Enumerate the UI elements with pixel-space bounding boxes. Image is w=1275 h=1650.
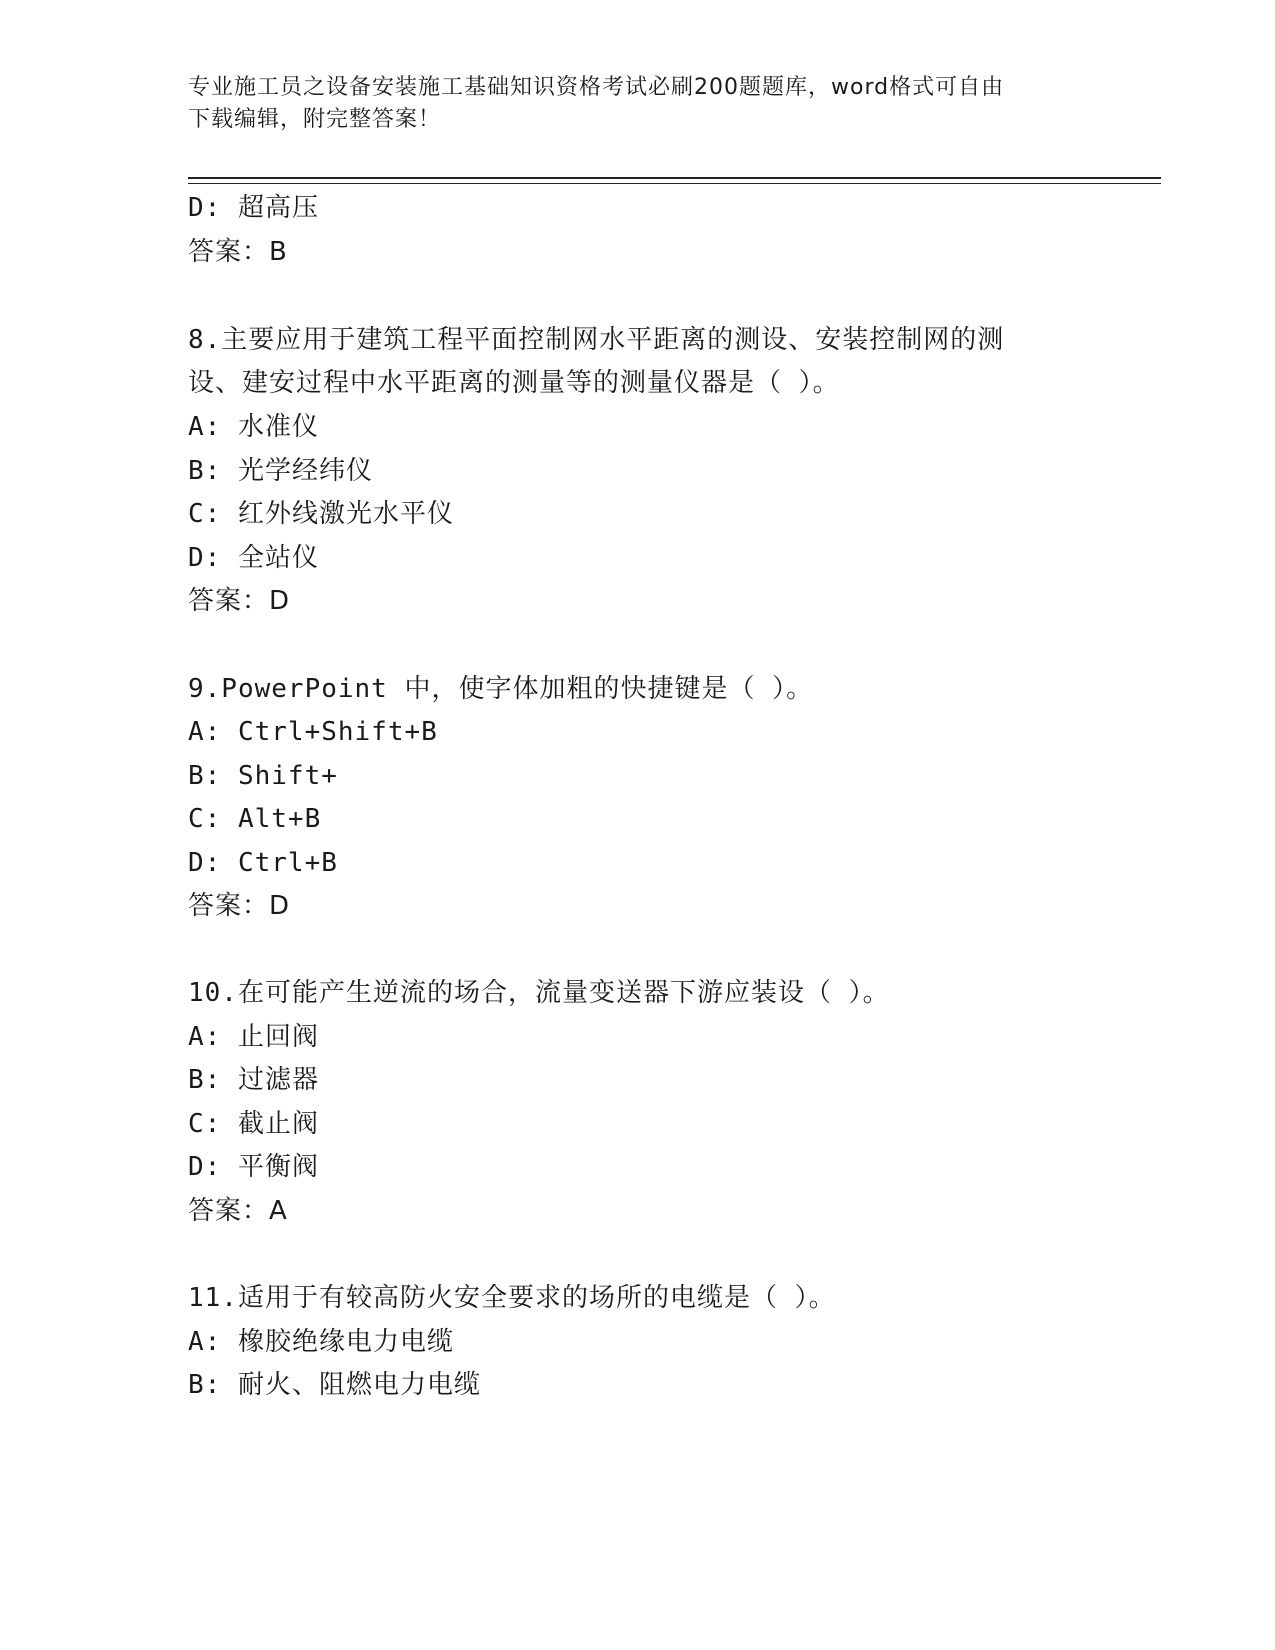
question-9-option-a: A: Ctrl+Shift+B (188, 717, 438, 747)
question-11-option-b: B: 耐火、阻燃电力电缆 (188, 1370, 481, 1400)
question-10-option-a: A: 止回阀 (188, 1022, 319, 1052)
question-10-answer: 答案：A (188, 1196, 288, 1226)
question-8-option-a: A: 水准仪 (188, 412, 319, 442)
document-header (188, 72, 1068, 136)
question-11-stem: 11.适用于有较高防火安全要求的场所的电缆是（ ）。 (188, 1283, 836, 1313)
question-10-option-c: C: 截止阀 (188, 1109, 319, 1139)
prev-question-answer: 答案：B (188, 237, 288, 267)
question-11-option-a: A: 橡胶绝缘电力电缆 (188, 1327, 454, 1357)
question-10-stem: 10.在可能产生逆流的场合，流量变送器下游应装设（ ）。 (188, 978, 890, 1008)
question-9-option-c: C: Alt+B (188, 804, 322, 834)
question-8-answer: 答案：D (188, 586, 291, 616)
question-9-option-d: D: Ctrl+B (188, 848, 338, 878)
header-divider-thick (188, 177, 1161, 179)
question-10-option-d: D: 平衡阀 (188, 1152, 319, 1182)
question-8-option-d: D: 全站仪 (188, 543, 319, 573)
question-8-stem-line-2: 设、建安过程中水平距离的测量等的测量仪器是（ ）。 (188, 368, 840, 398)
question-10-option-b: B: 过滤器 (188, 1065, 319, 1095)
question-8-stem-line-1: 8.主要应用于建筑工程平面控制网水平距离的测设、安装控制网的测 (188, 325, 1005, 355)
header-title-line-1: 专业施工员之设备安装施工基础知识资格考试必刷200题题库，word格式可自由 (188, 75, 1005, 100)
prev-question-option-d: D: 超高压 (188, 193, 319, 223)
question-9-option-b: B: Shift+ (188, 761, 338, 791)
question-8-option-b: B: 光学经纬仪 (188, 456, 373, 486)
question-9-answer: 答案：D (188, 891, 291, 921)
header-title-line-2: 下载编辑，附完整答案！ (188, 107, 442, 132)
question-8-option-c: C: 红外线激光水平仪 (188, 499, 454, 529)
header-divider-thin (188, 183, 1161, 184)
question-9-stem: 9.PowerPoint 中，使字体加粗的快捷键是（ ）。 (188, 674, 814, 704)
